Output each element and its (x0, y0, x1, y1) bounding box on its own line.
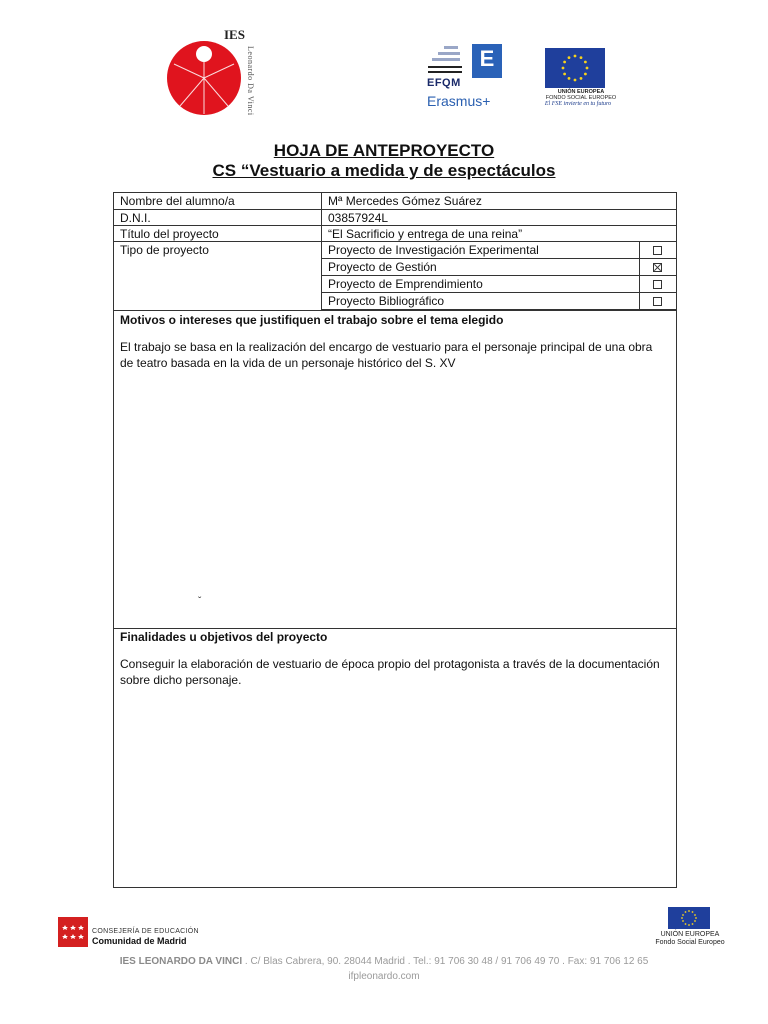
option-checkbox-cell (639, 259, 675, 275)
calidad-badge-letter: E (479, 46, 495, 71)
objectives-text: Conseguir la elaboración de vestuario de época propio del protagonista a través de la documentación sobre dicho personaje. (120, 657, 660, 687)
dni-value: 03857924L (328, 211, 389, 225)
fse-label: FONDO SOCIAL EUROPEO (545, 95, 617, 101)
option-checkbox-cell (639, 293, 675, 309)
row-project-title (114, 226, 676, 242)
option-label: Proyecto de Gestión (328, 260, 437, 274)
project-title-value: “El Sacrificio y entrega de una reina” (328, 227, 523, 241)
comunidad-madrid-logo-icon (58, 917, 88, 947)
address-details: . C/ Blas Cabrera, 90. 28044 Madrid . Tel.: 91 706 30 48 / 91 706 49 70 . Fax: 91 706 12 65 (242, 956, 649, 967)
project-type-option (322, 293, 676, 310)
eu-label: UNIÓN EUROPEA (557, 89, 605, 95)
dni-label: D.N.I. (114, 210, 322, 225)
option-checkbox-cell (639, 242, 675, 258)
project-type-option (322, 259, 676, 276)
document-title: HOJA DE ANTEPROYECTO (273, 141, 495, 160)
school-logo-icon (166, 40, 242, 116)
school-address (0, 956, 768, 967)
objectives-heading: Finalidades u objetivos del proyecto (120, 630, 328, 644)
checked-box-icon[interactable] (653, 263, 662, 272)
project-type-option (322, 276, 676, 293)
school-name: IES LEONARDO DA VINCI (119, 956, 243, 967)
consejeria-label: CONSEJERÍA DE EDUCACIÓN (92, 928, 199, 935)
fse-slogan: El FSE invierte en tu futuro (544, 101, 612, 107)
row-student-name (114, 193, 676, 210)
option-label: Proyecto de Emprendimiento (328, 277, 483, 291)
option-label: Proyecto de Investigación Experimental (328, 243, 539, 257)
school-website: ifpleonardo.com (348, 971, 420, 982)
motives-heading: Motivos o intereses que justifiquen el trabajo sobre el tema elegido (120, 313, 504, 327)
unchecked-box-icon[interactable] (653, 246, 662, 255)
project-type-label: Tipo de proyecto (114, 242, 322, 310)
erasmus-text: Erasmus+ (427, 93, 491, 109)
school-label: IES (224, 27, 245, 42)
row-dni (114, 210, 676, 226)
divider (114, 628, 676, 629)
motives-text: El trabajo se basa en la realización del encargo de vestuario para el personaje principal de una obra de teatro basada en la vida de un personaje histórico del S. XV (120, 340, 653, 370)
school-vertical-name: Leonardo Da Vinci (246, 46, 255, 116)
student-name-value: Mª Mercedes Gómez Suárez (328, 194, 482, 208)
eu-flag-icon (545, 48, 605, 88)
option-label: Proyecto Bibliográfico (328, 294, 445, 308)
fse-footer-label: Fondo Social Europeo (655, 939, 725, 946)
efqm-text: EFQM (427, 77, 461, 89)
project-title-label: Título del proyecto (114, 226, 322, 241)
divider (114, 310, 676, 311)
project-type-option (322, 242, 676, 259)
unchecked-box-icon[interactable] (653, 280, 662, 289)
eu-footer-label: UNIÓN EUROPEA (660, 931, 720, 938)
student-name-label: Nombre del alumno/a (114, 193, 322, 209)
stray-mark: ˇ (198, 596, 202, 607)
comunidad-madrid-label: Comunidad de Madrid (92, 936, 187, 946)
option-checkbox-cell (639, 276, 675, 292)
document-subtitle: CS “Vestuario a medida y de espectáculos (212, 161, 556, 180)
unchecked-box-icon[interactable] (653, 297, 662, 306)
eu-flag-footer-icon (668, 907, 710, 929)
project-form (113, 192, 677, 888)
